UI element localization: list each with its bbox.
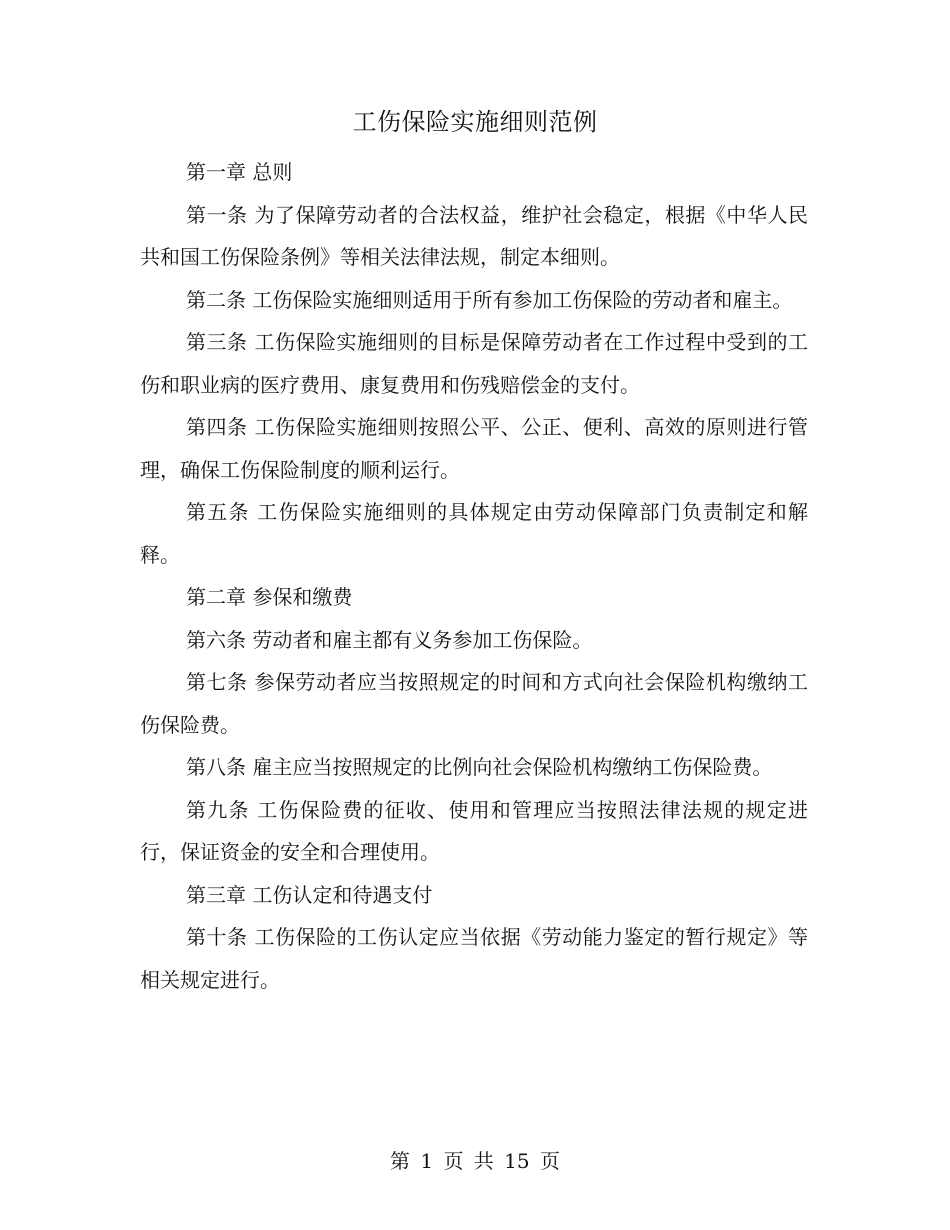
article-paragraph: 第五条 工伤保险实施细则的具体规定由劳动保障部门负责制定和解释。	[140, 500, 808, 567]
article-paragraph: 第九条 工伤保险费的征收、使用和管理应当按照法律法规的规定进行，保证资金的安全和合理使用。	[140, 797, 808, 864]
article-paragraph: 第一条 为了保障劳动者的合法权益，维护社会稳定，根据《中华人民共和国工伤保险条例》等相关法律法规，制定本细则。	[140, 202, 808, 269]
page-number-footer: 第 1 页 共 15 页	[390, 1149, 560, 1173]
document-body	[140, 151, 808, 1001]
article-paragraph: 第四条 工伤保险实施细则按照公平、公正、便利、高效的原则进行管理，确保工伤保险制度的顺利运行。	[140, 415, 808, 482]
chapter-heading: 第二章 参保和缴费	[186, 585, 353, 609]
chapter-heading: 第一章 总则	[186, 160, 293, 184]
article-paragraph: 第八条 雇主应当按照规定的比例向社会保险机构缴纳工伤保险费。	[186, 755, 773, 779]
article-paragraph: 第三条 工伤保险实施细则的目标是保障劳动者在工作过程中受到的工伤和职业病的医疗费用、康复费用和伤残赔偿金的支付。	[140, 330, 808, 397]
article-paragraph: 第七条 参保劳动者应当按照规定的时间和方式向社会保险机构缴纳工伤保险费。	[140, 670, 808, 737]
article-paragraph: 第二条 工伤保险实施细则适用于所有参加工伤保险的劳动者和雇主。	[186, 287, 793, 312]
document-title: 工伤保险实施细则范例	[352, 108, 598, 136]
article-paragraph: 第十条 工伤保险的工伤认定应当依据《劳动能力鉴定的暂行规定》等相关规定进行。	[140, 925, 808, 992]
article-paragraph: 第六条 劳动者和雇主都有义务参加工伤保险。	[186, 627, 593, 652]
chapter-heading: 第三章 工伤认定和待遇支付	[186, 882, 433, 907]
